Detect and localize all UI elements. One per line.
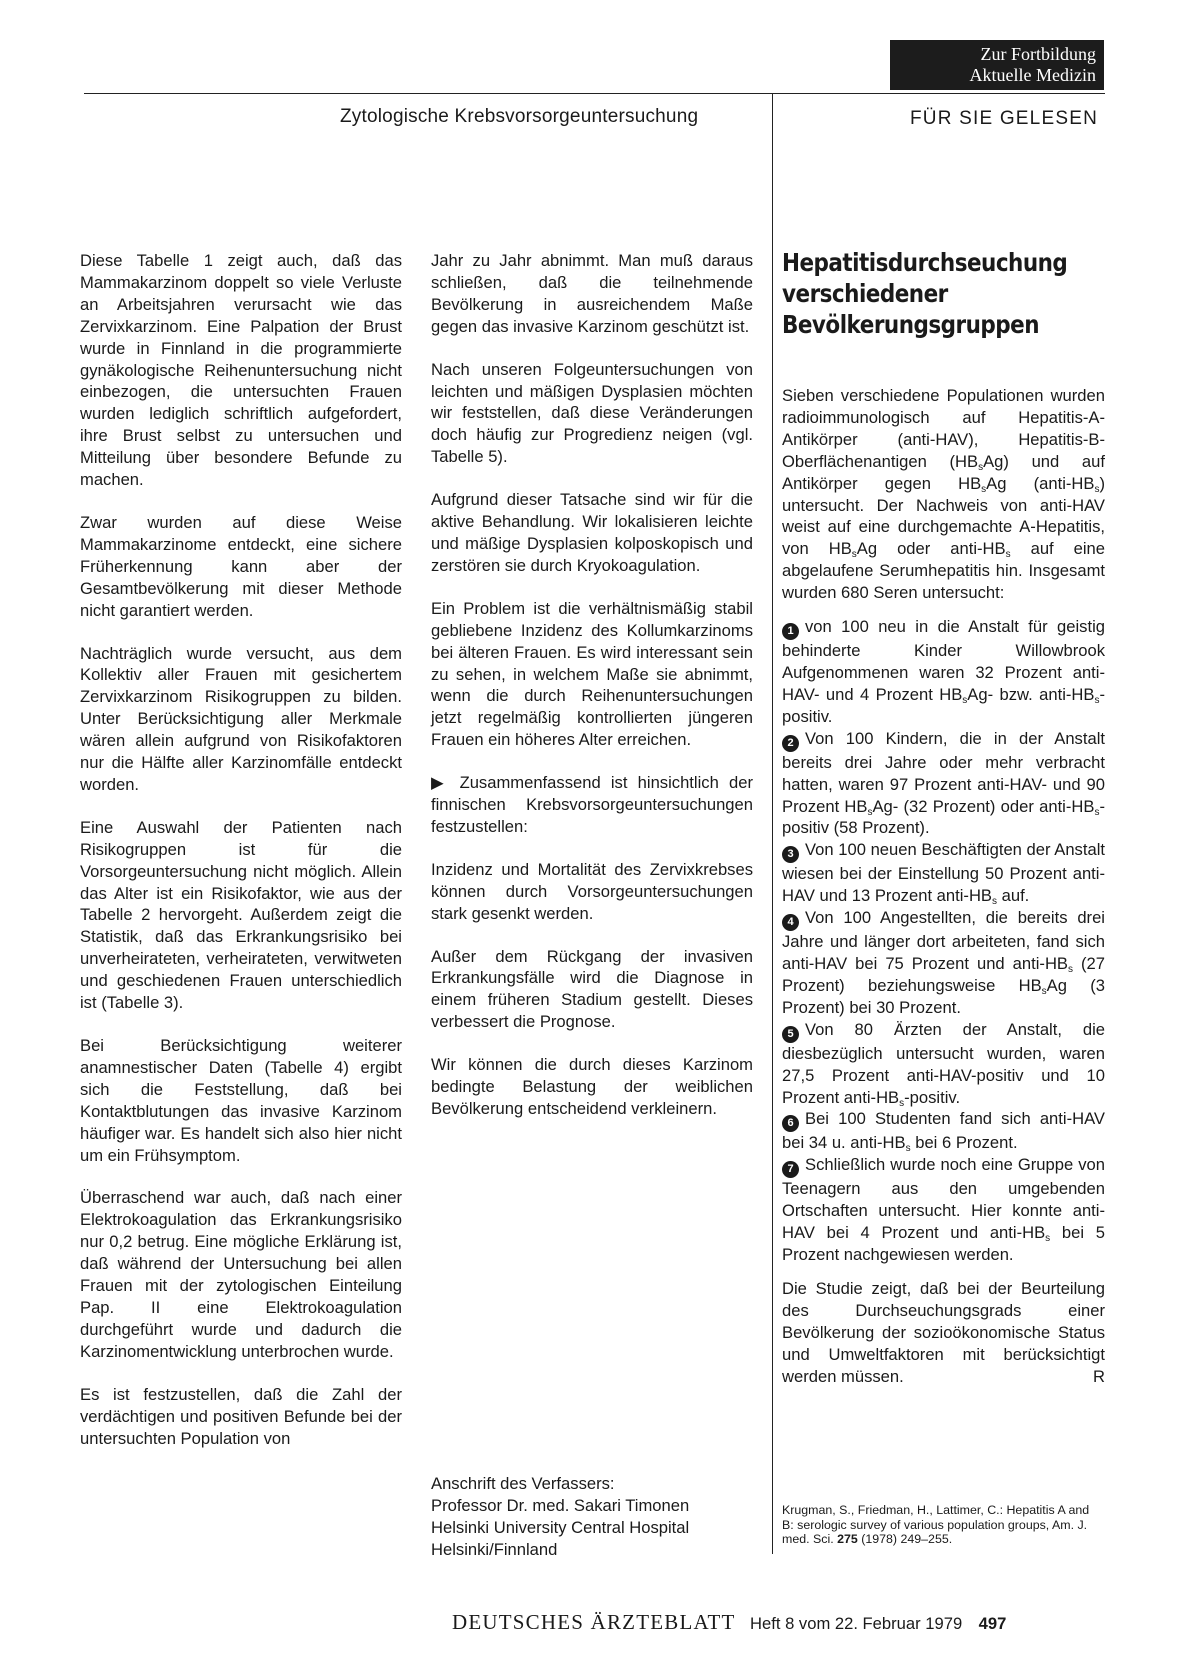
intro-text: Sieben verschiedene Populationen wurden radioimmunologisch auf Hepatitis-A-Antikörper (anti-HAV), Hepatitis-B-Oberflächenantigen (HB <box>782 386 1105 471</box>
page-footer <box>452 1610 1112 1635</box>
column-divider <box>772 94 773 1554</box>
author-initial: R <box>1093 1366 1105 1386</box>
paragraph: Bei Berücksichtigung weiterer anamnestischer Daten (Tabelle 4) ergibt sich die Feststellung, daß bei Kontaktblutungen das invasive Karzinom häufiger war. Es handelt sich also hier nicht um ein Frühsymptom. <box>80 1036 402 1165</box>
finding-text: Schließlich wurde noch eine Gruppe von Teenagern aus den umgebenden Ortschaften untersucht. Hier konnte anti-HAV bei 4 Prozent und anti-HB <box>782 1155 1105 1243</box>
finding-item <box>782 728 1105 840</box>
finding-text: Von 80 Ärzten der Anstalt, die diesbezüglich untersucht wurden, waren 27,5 Prozent anti-HAV-positiv und 10 Prozent anti-HB <box>782 1019 1105 1107</box>
finding-text: Ag (3 Prozent) bei 30 Prozent. <box>782 975 1105 1017</box>
issue-info: Heft 8 vom 22. Februar 1979 <box>750 1614 963 1633</box>
finding-item <box>782 1019 1105 1109</box>
reference-text: Krugman, S., Friedman, H., Lattimer, C.: Hepatitis A and B: serologic survey of various population groups, Am. J. med. Sci. <box>782 1503 1090 1547</box>
page-number: 497 <box>978 1614 1007 1633</box>
subscript: s <box>981 483 987 495</box>
number-circle-icon: 6 <box>782 1115 799 1132</box>
number-circle-icon: 2 <box>782 735 799 752</box>
subscript: s <box>978 461 984 473</box>
paragraph: Jahr zu Jahr abnimmt. Man muß daraus schließen, daß die teilnehmende Bevölkerung in ausreichendem Maße gegen das invasive Karzinom geschützt ist. <box>431 251 753 336</box>
subscript: s <box>899 1097 905 1109</box>
paragraph: Diese Tabelle 1 zeigt auch, daß das Mammakarzinom doppelt so viele Verluste an Arbeitsjahren verursacht wie das Zervixkarzinom. Eine Palpation der Brust wurde in Finnland in die programmierte gynäkologische Reihenuntersuchung nicht einbezogen, die untersuchten Frauen wurden lediglich schriftlich aufgefordert, ihre Brust selbst zu untersuchen und Mitteilung über besondere Befunde zu machen. <box>80 251 402 490</box>
paragraph: Inzidenz und Mortalität des Zervixkrebses können durch Vorsorgeuntersuchungen stark gesenkt werden. <box>431 859 753 923</box>
finding-item <box>782 839 1105 907</box>
subscript: s <box>1094 483 1100 495</box>
number-circle-icon: 4 <box>782 914 799 931</box>
finding-item <box>782 616 1105 728</box>
finding-text: Von 100 Kindern, die in der Anstalt bereits drei Jahre oder mehr verbracht hatten, waren 97 Prozent anti-HAV- und 90 Prozent HB <box>782 728 1105 816</box>
finding-text: von 100 neu in die Anstalt für geistig behinderte Kinder Willowbrook Aufgenommenen waren 32 Prozent anti-HAV- und 4 Prozent HB <box>782 617 1105 704</box>
subscript: s <box>1094 694 1100 706</box>
arrow-marker-icon: ▶ <box>431 773 450 793</box>
reference-text: (1978) 249–255. <box>857 1532 953 1547</box>
finding-text: auf. <box>997 886 1030 906</box>
journal-name: DEUTSCHES ÄRZTEBLATT <box>452 1610 736 1634</box>
number-circle-icon: 7 <box>782 1161 799 1178</box>
finding-item <box>782 907 1105 1019</box>
paragraph: Außer dem Rückgang der invasiven Erkrankungsfälle wird die Diagnose in einem früheren Stadium gestellt. Dieses verbessert die Prognose. <box>431 946 753 1032</box>
number-circle-icon: 1 <box>782 623 799 640</box>
finding-text: Bei 100 Studenten fand sich anti-HAV bei 34 u. anti-HB <box>782 1109 1105 1153</box>
paragraph: Eine Auswahl der Patienten nach Risikogruppen ist für die Vorsorgeuntersuchung nicht möglich. Allein das Alter ist ein Risikofaktor, wie aus der Tabelle 2 hervorgeht. Außerdem zeigt die Statistik, daß das Erkrankungsrisiko bei unverheirateten, verheirateten, verwitweten und geschiedenen Frauen unterschiedlich ist (Tabelle 3). <box>80 817 402 1013</box>
number-circle-icon: 3 <box>782 846 799 863</box>
running-head-right: FÜR SIE GELESEN <box>910 108 1098 129</box>
finding-text: -positiv. <box>782 684 1106 726</box>
intro-paragraph <box>782 385 1105 604</box>
finding-text: bei 6 Prozent. <box>910 1133 1018 1153</box>
paragraph: Es ist festzustellen, daß die Zahl der verdächtigen und positiven Befunde bei der untersuchten Population von <box>80 1384 402 1448</box>
article-title: Hepatitisdurchseuchung verschiedener Bevölkerungsgruppen <box>782 248 1068 339</box>
subscript: s <box>1045 1233 1051 1245</box>
finding-text: Von 100 Angestellten, die bereits drei Jahre und länger dort arbeiteten, fand sich anti-HAV bei 75 Prozent und anti-HB <box>782 908 1105 974</box>
finding-text: Ag- bzw. anti-HB <box>967 684 1095 704</box>
subscript: s <box>992 896 997 908</box>
author-city: Helsinki/Finnland <box>431 1539 558 1559</box>
summary-paragraph <box>431 772 753 838</box>
subscript: s <box>867 806 873 818</box>
subscript: s <box>1005 549 1011 561</box>
intro-text: Ag (anti-HB <box>986 473 1095 493</box>
section-badge-line1: Zur Fortbildung <box>980 44 1096 64</box>
finding-text: Von 100 neuen Beschäftigten der Anstalt wiesen bei der Einstellung 50 Prozent anti-HAV und 13 Prozent anti-HB <box>782 840 1105 906</box>
finding-text: -positiv (58 Prozent). <box>782 796 1105 838</box>
finding-text: -positiv. <box>904 1087 961 1107</box>
author-name: Professor Dr. med. Sakari Timonen <box>431 1495 690 1515</box>
column-1 <box>80 250 402 1449</box>
finding-item <box>782 1154 1105 1266</box>
subscript: s <box>851 549 857 561</box>
column-2 <box>431 250 753 1120</box>
finding-text: Ag- (32 Prozent) oder anti-HB <box>872 796 1095 816</box>
address-label: Anschrift des Verfassers: <box>431 1474 615 1493</box>
paragraph: Ein Problem ist die verhältnismäßig stabil gebliebene Inzidenz des Kollumkarzinoms bei älteren Frauen. Es wird interessant sein zu sehen, in welchem Maße sie abnimmt, wenn die durch Reihenuntersuchungen jetzt regelmäßig kontrollierten jüngeren Frauen ein höheres Alter erreichen. <box>431 598 753 750</box>
reference-volume: 275 <box>837 1532 858 1547</box>
top-rule <box>84 93 1105 94</box>
running-head-left: Zytologische Krebsvorsorgeuntersuchung <box>340 106 699 127</box>
intro-text: ) untersucht. Der Nachweis von anti-HAV weist auf eine durchgemachte A-Hepatitis, von HB <box>782 473 1106 559</box>
subscript: s <box>962 694 968 706</box>
finding-item <box>782 1108 1105 1154</box>
column-3 <box>782 385 1105 1388</box>
subscript: s <box>1094 806 1100 818</box>
conclusion-text: Die Studie zeigt, daß bei der Beurteilung des Durchseuchungsgrads einer Bevölkerung der sozioökonomische Status und Umweltfaktoren mit berücksichtigt werden müssen. <box>782 1279 1105 1386</box>
subscript: s <box>905 1143 911 1155</box>
intro-text: auf eine abgelaufene Serumhepatitis hin. Insgesamt wurden 680 Seren untersucht: <box>782 539 1106 603</box>
finding-text: (27 Prozent) beziehungsweise HB <box>782 954 1106 995</box>
paragraph: Wir können die durch dieses Karzinom bedingte Belastung der weiblichen Bevölkerung entscheidend verkleinern. <box>431 1055 753 1118</box>
paragraph: Aufgrund dieser Tatsache sind wir für die aktive Behandlung. Wir lokalisieren leichte und mäßige Dysplasien kolposkopisch und zerstören sie durch Kryokoagulation. <box>431 490 753 575</box>
conclusion-paragraph <box>782 1278 1105 1388</box>
paragraph: Nachträglich wurde versucht, aus dem Kollektiv aller Frauen mit gesichertem Zervixkarzinom Risikogruppen zu bilden. Unter Berücksichtigung aller Merkmale wären allein aufgrund von Risikofaktoren nur die Hälfte aller Karzinomfälle entdeckt worden. <box>80 643 402 794</box>
intro-text: Ag oder anti-HB <box>856 539 1006 559</box>
paragraph: Überraschend war auch, daß nach einer Elektrokoagulation das Erkrankungsrisiko nur 0,2 betrug. Eine mögliche Erklärung ist, daß während der Untersuchung bei allen Frauen mit der zytologischen Einteilung Pap. II eine Elektrokoagulation durchgeführt wurde und dadurch die Karzinomentwicklung unterbrochen wurde. <box>80 1188 402 1361</box>
author-address <box>431 1473 761 1561</box>
section-badge-line2: Aktuelle Medizin <box>969 65 1096 85</box>
findings-list <box>782 616 1105 1266</box>
subscript: s <box>1041 985 1047 997</box>
intro-text: Ag) und auf Antikörper gegen HB <box>782 451 1106 493</box>
number-circle-icon: 5 <box>782 1026 799 1043</box>
summary-text: Zusammenfassend ist hinsichtlich der finnischen Krebsvorsorgeuntersuchungen festzustellen: <box>431 773 753 836</box>
reference <box>782 1503 1102 1547</box>
section-badge <box>890 40 1104 90</box>
author-institution: Helsinki University Central Hospital <box>431 1517 690 1537</box>
paragraph: Nach unseren Folgeuntersuchungen von leichten und mäßigen Dysplasien möchten wir feststellen, daß diese Veränderungen doch häufig zur Progredienz neigen (vgl. Tabelle 5). <box>431 359 753 467</box>
paragraph: Zwar wurden auf diese Weise Mammakarzinome entdeckt, eine sichere Früherkennung kann aber der Gesamtbevölkerung mit dieser Methode nicht garantiert werden. <box>80 512 402 620</box>
subscript: s <box>1068 964 1074 976</box>
finding-text: bei 5 Prozent nachgewiesen werden. <box>782 1223 1106 1265</box>
